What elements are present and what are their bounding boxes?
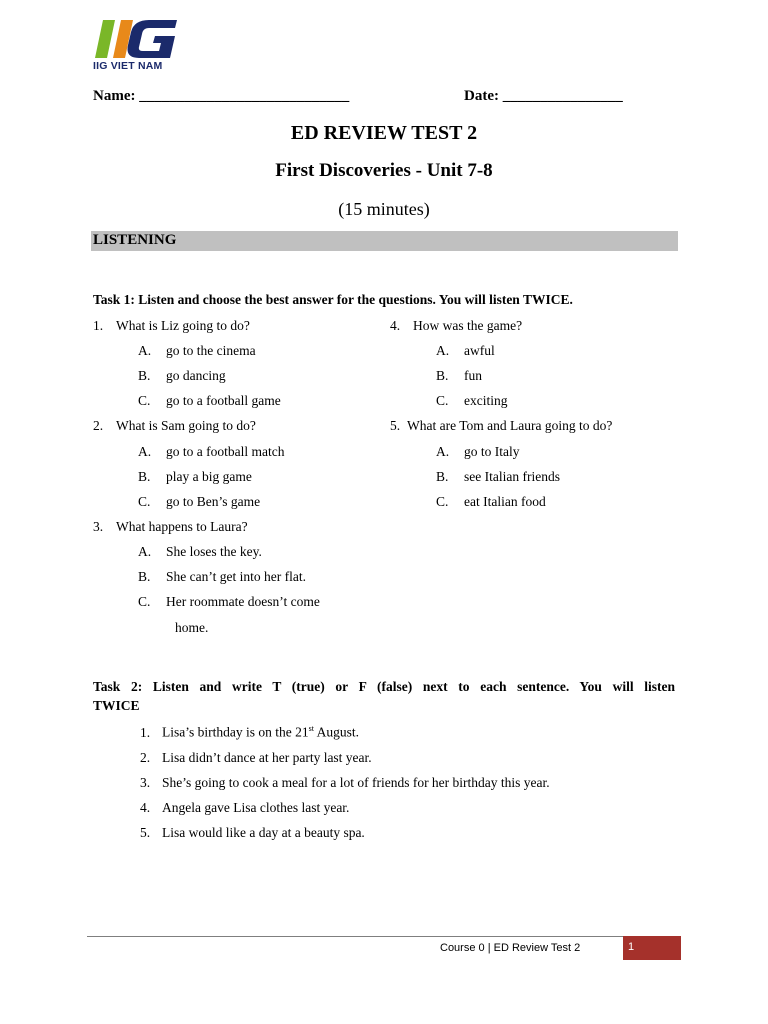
option-letter: B. bbox=[436, 368, 449, 383]
question-2 bbox=[93, 418, 256, 434]
option-letter: A. bbox=[436, 444, 450, 459]
option-letter: C. bbox=[436, 494, 449, 509]
question-number: 5. bbox=[390, 418, 401, 433]
question-text: What is Sam going to do? bbox=[116, 418, 256, 433]
sentence-5 bbox=[140, 825, 365, 841]
task2-instruction: Task 2: Listen and write T (true) or F (false) next to each sentence. You will listen bbox=[93, 679, 675, 694]
option bbox=[436, 393, 508, 409]
option bbox=[138, 594, 320, 610]
option-text: go to a football match bbox=[166, 444, 285, 459]
question-number: 1. bbox=[93, 318, 104, 333]
option-letter: C. bbox=[436, 393, 449, 408]
question-number: 2. bbox=[93, 418, 104, 433]
option-text: eat Italian food bbox=[464, 494, 546, 509]
footer-rule bbox=[87, 936, 623, 937]
question-text: What are Tom and Laura going to do? bbox=[407, 418, 613, 433]
option-text: play a big game bbox=[166, 469, 252, 484]
test-title: ED REVIEW TEST 2 bbox=[290, 122, 478, 144]
option bbox=[138, 368, 226, 384]
option bbox=[436, 343, 495, 359]
option bbox=[138, 343, 256, 359]
ordinal-suffix: st bbox=[308, 724, 314, 733]
sentence-text: Lisa didn’t dance at her party last year. bbox=[162, 750, 372, 765]
option-letter: A. bbox=[138, 544, 152, 559]
option bbox=[436, 368, 482, 384]
sentence-text: Lisa’s birthday is on the 21 bbox=[162, 724, 309, 740]
option-text: go to the cinema bbox=[166, 343, 256, 358]
section-label: LISTENING bbox=[93, 232, 177, 248]
option bbox=[138, 544, 262, 560]
task1-instruction bbox=[93, 292, 573, 308]
sentence-text: She’s going to cook a meal for a lot of friends for her birthday this year. bbox=[162, 775, 550, 790]
option-text: Her roommate doesn’t come bbox=[166, 594, 320, 609]
option-text: go dancing bbox=[166, 368, 226, 383]
question-text: What is Liz going to do? bbox=[116, 318, 250, 333]
sentence-number: 3. bbox=[140, 775, 151, 790]
task2-instruction-cont: TWICE bbox=[93, 698, 140, 713]
option-letter: B. bbox=[436, 469, 449, 484]
option-letter: A. bbox=[138, 444, 152, 459]
task1-lead: Task 1: bbox=[93, 292, 135, 307]
option-letter: C. bbox=[138, 594, 151, 609]
option-text: awful bbox=[464, 343, 495, 358]
option-letter: C. bbox=[138, 494, 151, 509]
sentence-1 bbox=[140, 724, 359, 741]
option-text: exciting bbox=[464, 393, 508, 408]
option-text: She loses the key. bbox=[166, 544, 262, 559]
sentence-number: 5. bbox=[140, 825, 151, 840]
sentence-number: 2. bbox=[140, 750, 151, 765]
option bbox=[436, 469, 560, 485]
option-letter: B. bbox=[138, 569, 151, 584]
page-number: 1 bbox=[628, 941, 635, 953]
sentence-3 bbox=[140, 775, 550, 791]
name-field-label: Name: ____________________________ bbox=[93, 88, 350, 104]
option bbox=[138, 494, 260, 510]
option-text: go to a football game bbox=[166, 393, 281, 408]
question-text: What happens to Laura? bbox=[116, 519, 248, 534]
option bbox=[138, 569, 306, 585]
logo-text: IIG VIET NAM bbox=[93, 60, 163, 72]
option bbox=[138, 469, 252, 485]
question-number: 4. bbox=[390, 318, 401, 333]
sentence-2 bbox=[140, 750, 372, 766]
date-field-label: Date: ________________ bbox=[464, 88, 623, 104]
option-text: go to Italy bbox=[464, 444, 520, 459]
sentence-text-end: August. bbox=[313, 724, 359, 740]
option-text: She can’t get into her flat. bbox=[166, 569, 306, 584]
section-bar bbox=[91, 231, 678, 251]
sentence-4 bbox=[140, 800, 349, 816]
option-letter: C. bbox=[138, 393, 151, 408]
option-continuation: home. bbox=[175, 620, 209, 635]
sentence-number: 4. bbox=[140, 800, 151, 815]
option bbox=[436, 494, 546, 510]
test-subtitle: First Discoveries - Unit 7-8 bbox=[275, 160, 493, 181]
option bbox=[138, 444, 284, 460]
question-1 bbox=[93, 318, 250, 334]
option-text: fun bbox=[464, 368, 482, 383]
option-text: go to Ben’s game bbox=[166, 494, 261, 509]
option-letter: B. bbox=[138, 469, 151, 484]
option bbox=[138, 393, 281, 409]
question-5 bbox=[390, 418, 612, 434]
option-letter: A. bbox=[436, 343, 450, 358]
option-text: see Italian friends bbox=[464, 469, 560, 484]
sentence-text: Lisa would like a day at a beauty spa. bbox=[162, 825, 365, 840]
question-4 bbox=[390, 318, 522, 334]
question-3 bbox=[93, 519, 248, 535]
sentence-text: Angela gave Lisa clothes last year. bbox=[162, 800, 350, 815]
option-letter: A. bbox=[138, 343, 152, 358]
test-duration: (15 minutes) bbox=[338, 199, 430, 219]
option-letter: B. bbox=[138, 368, 151, 383]
option bbox=[436, 444, 520, 460]
question-text: How was the game? bbox=[413, 318, 523, 333]
sentence-number: 1. bbox=[140, 724, 151, 740]
task1-text: Listen and choose the best answer for the questions. You will listen TWICE. bbox=[134, 292, 573, 307]
footer-course-label: Course 0 | ED Review Test 2 bbox=[440, 942, 581, 954]
question-number: 3. bbox=[93, 519, 104, 534]
